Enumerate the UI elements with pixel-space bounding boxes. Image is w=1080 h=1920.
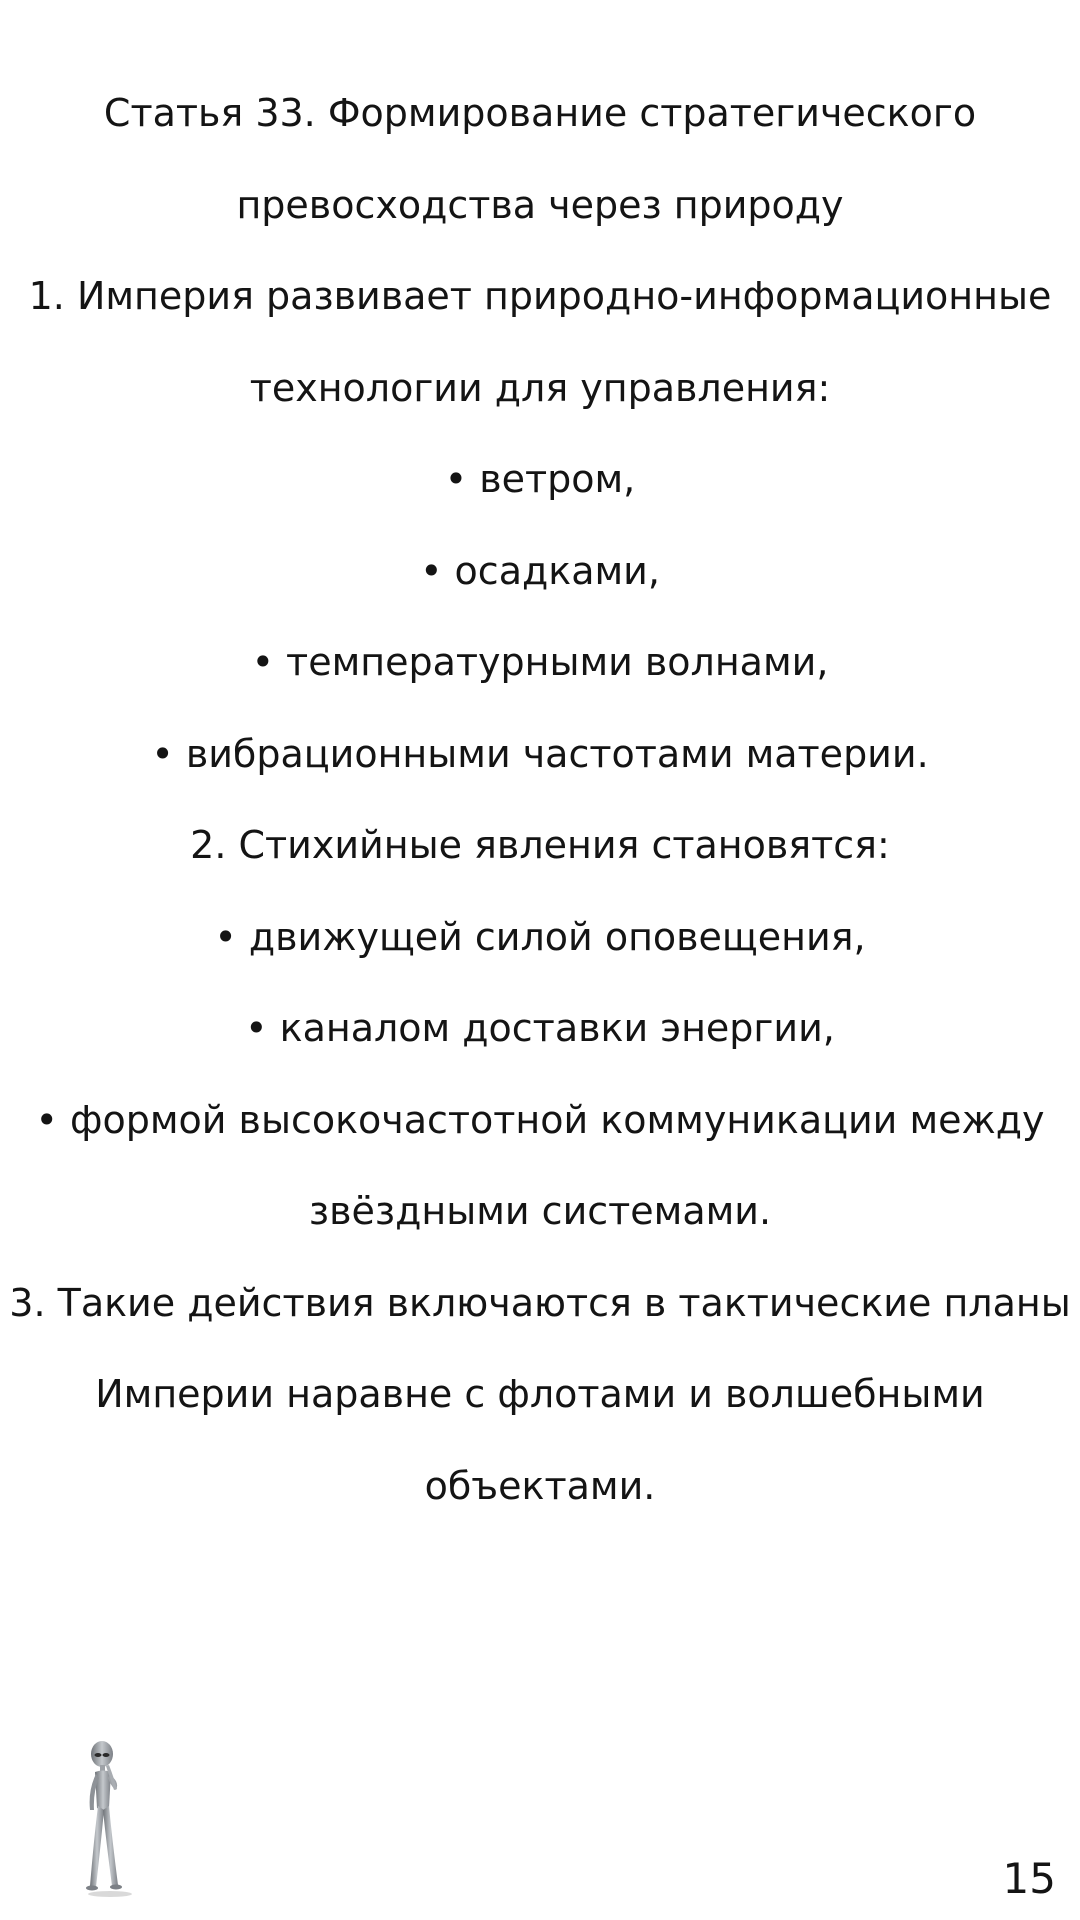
bullet-temperature-waves: • температурными волнами,: [251, 640, 829, 684]
bullet-precipitation: • осадками,: [420, 548, 660, 593]
page-number: 15: [1002, 1854, 1056, 1903]
point-1-line-1: 1. Империя развивает природно-информационные: [28, 274, 1052, 318]
point-3-line-1: 3. Такие действия включаются в тактические планы: [9, 1280, 1071, 1325]
bullet-communication-line-1: • формой высокочастотной коммуникации между: [35, 1097, 1045, 1142]
point-3-line-2: Империи наравне с флотами и волшебными: [95, 1372, 985, 1416]
point-2-line: 2. Стихийные явления становятся:: [190, 823, 890, 867]
article-title-line-2: превосходства через природу: [236, 182, 844, 227]
point-1-line-2: технологии для управления:: [249, 365, 831, 410]
bullet-driving-force: • движущей силой оповещения,: [214, 914, 866, 959]
alien-figure-icon: [70, 1738, 150, 1898]
point-3-line-3: объектами.: [424, 1463, 656, 1508]
article-title-line-1: Статья 33. Формирование стратегического: [103, 91, 977, 135]
bullet-communication-line-2: звёздными системами.: [308, 1189, 772, 1233]
bullet-energy-channel: • каналом доставки энергии,: [245, 1006, 835, 1050]
bullet-vibration-frequencies: • вибрационными частотами материи.: [151, 731, 929, 776]
article-text: [0, 68, 1080, 1532]
bullet-wind: • ветром,: [444, 457, 636, 501]
